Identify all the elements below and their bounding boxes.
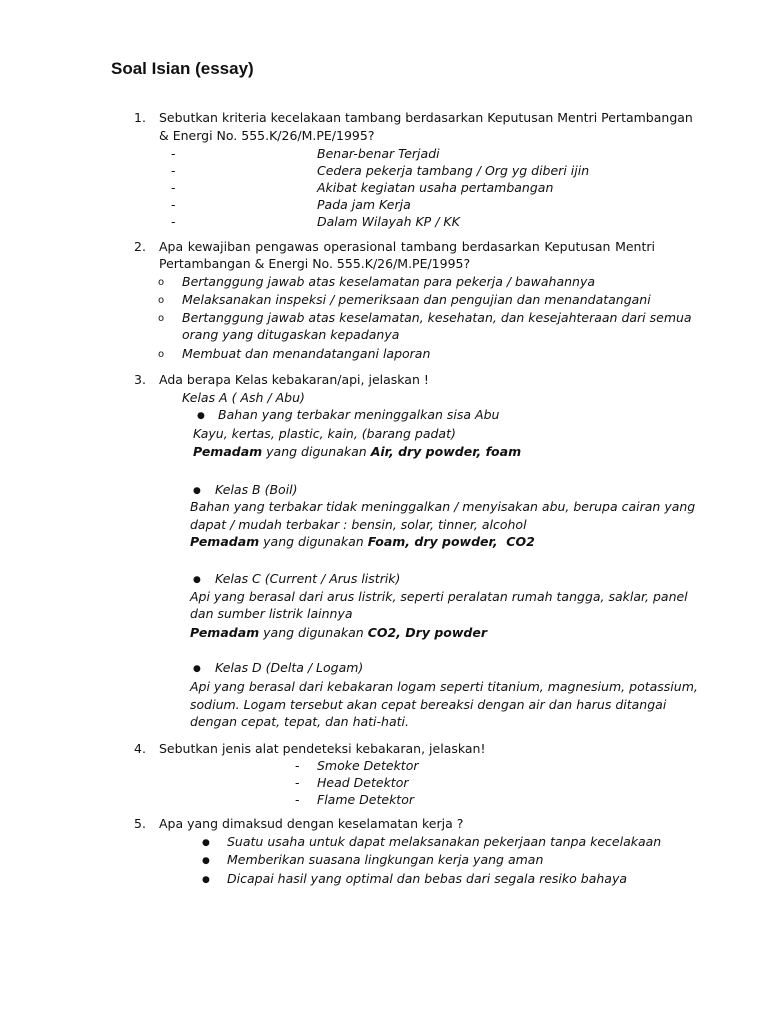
answer-item: Memberikan suasana lingkungan kerja yang aman xyxy=(227,852,544,867)
question-text: & Energi No. 555.K/26/M.PE/1995? xyxy=(159,128,375,143)
class-a-extinguisher: Pemadam yang digunakan Air, dry powder, foam xyxy=(193,444,522,459)
answer-item: Melaksanakan inspeksi / pemeriksaan dan pengujian dan menandatangani xyxy=(182,292,651,307)
answer-item-continued: orang yang ditugaskan kepadanya xyxy=(182,327,400,342)
class-b-extinguisher: Pemadam yang digunakan Foam, dry powder, CO2 xyxy=(190,534,535,549)
answer-item: Dalam Wilayah KP / KK xyxy=(317,214,460,229)
bullet-marker: ● xyxy=(202,838,210,848)
question-number: 3. xyxy=(134,372,146,387)
answer-item: Dicapai hasil yang optimal dan bebas dari segala resiko bahaya xyxy=(227,871,627,886)
circle-marker: o xyxy=(158,313,165,324)
class-c-desc: dan sumber listrik lainnya xyxy=(190,606,353,621)
answer-item: Bertanggung jawab atas keselamatan, kesehatan, dan kesejahteraan dari semua xyxy=(182,310,692,325)
bullet-marker: ● xyxy=(193,486,201,496)
dash-marker: - xyxy=(295,792,300,807)
bullet-marker: ● xyxy=(202,875,210,885)
class-b-desc: dapat / mudah terbakar : bensin, solar, tinner, alcohol xyxy=(190,517,527,532)
dash-marker: - xyxy=(171,180,176,195)
class-d-desc: dengan cepat, tepat, dan hati-hati. xyxy=(190,714,409,729)
answer-item: Pada jam Kerja xyxy=(317,197,411,212)
question-number: 5. xyxy=(134,816,146,831)
question-number: 1. xyxy=(134,110,146,125)
page-title: Soal Isian (essay) xyxy=(111,59,254,78)
dash-marker: - xyxy=(171,146,176,161)
answer-item: Membuat dan menandatangani laporan xyxy=(182,346,431,361)
answer-item: Flame Detektor xyxy=(317,792,414,807)
answer-item: Benar-benar Terjadi xyxy=(317,146,440,161)
bullet-marker: ● xyxy=(193,575,201,585)
question-text: Pertambangan & Energi No. 555.K/26/M.PE/1995? xyxy=(159,256,471,271)
answer-item: Akibat kegiatan usaha pertambangan xyxy=(317,180,554,195)
answer-item: Cedera pekerja tambang / Org yg diberi ijin xyxy=(317,163,590,178)
bullet-marker: ● xyxy=(197,411,205,421)
answer-item: Bertanggung jawab atas keselamatan para pekerja / bawahannya xyxy=(182,274,596,289)
class-b-desc: Bahan yang terbakar tidak meninggalkan / menyisakan abu, berupa cairan yang xyxy=(190,499,696,514)
circle-marker: o xyxy=(158,349,165,360)
class-d-desc: sodium. Logam tersebut akan cepat bereaksi dengan air dan harus ditangai xyxy=(190,697,667,712)
circle-marker: o xyxy=(158,277,165,288)
class-c-extinguisher: Pemadam yang digunakan CO2, Dry powder xyxy=(190,625,487,640)
question-text: Sebutkan jenis alat pendeteksi kebakaran, jelaskan! xyxy=(159,741,486,756)
question-text: Ada berapa Kelas kebakaran/api, jelaskan ! xyxy=(159,372,429,387)
answer-item: Smoke Detektor xyxy=(317,758,419,773)
dash-marker: - xyxy=(295,758,300,773)
question-number: 2. xyxy=(134,239,146,254)
class-a-heading: Kelas A ( Ash / Abu) xyxy=(182,390,305,405)
class-d-desc: Api yang berasal dari kebakaran logam seperti titanium, magnesium, potassium, xyxy=(190,679,698,694)
class-b-heading: Kelas B (Boil) xyxy=(215,482,298,497)
class-a-bullet: Bahan yang terbakar meninggalkan sisa Abu xyxy=(218,407,500,422)
bullet-marker: ● xyxy=(193,664,201,674)
question-text: Apa yang dimaksud dengan keselamatan kerja ? xyxy=(159,816,464,831)
dash-marker: - xyxy=(171,197,176,212)
circle-marker: o xyxy=(158,295,165,306)
dash-marker: - xyxy=(171,214,176,229)
dash-marker: - xyxy=(171,163,176,178)
answer-item: Suatu usaha untuk dapat melaksanakan pekerjaan tanpa kecelakaan xyxy=(227,834,662,849)
class-c-desc: Api yang berasal dari arus listrik, seperti peralatan rumah tangga, saklar, panel xyxy=(190,589,688,604)
class-c-heading: Kelas C (Current / Arus listrik) xyxy=(215,571,401,586)
class-a-desc: Kayu, kertas, plastic, kain, (barang padat) xyxy=(193,426,456,441)
bullet-marker: ● xyxy=(202,856,210,866)
question-text: Sebutkan kriteria kecelakaan tambang berdasarkan Keputusan Mentri Pertambangan xyxy=(159,110,693,125)
dash-marker: - xyxy=(295,775,300,790)
question-number: 4. xyxy=(134,741,146,756)
question-text: Apa kewajiban pengawas operasional tambang berdasarkan Keputusan Mentri xyxy=(159,239,655,254)
class-d-heading: Kelas D (Delta / Logam) xyxy=(215,660,364,675)
answer-item: Head Detektor xyxy=(317,775,409,790)
